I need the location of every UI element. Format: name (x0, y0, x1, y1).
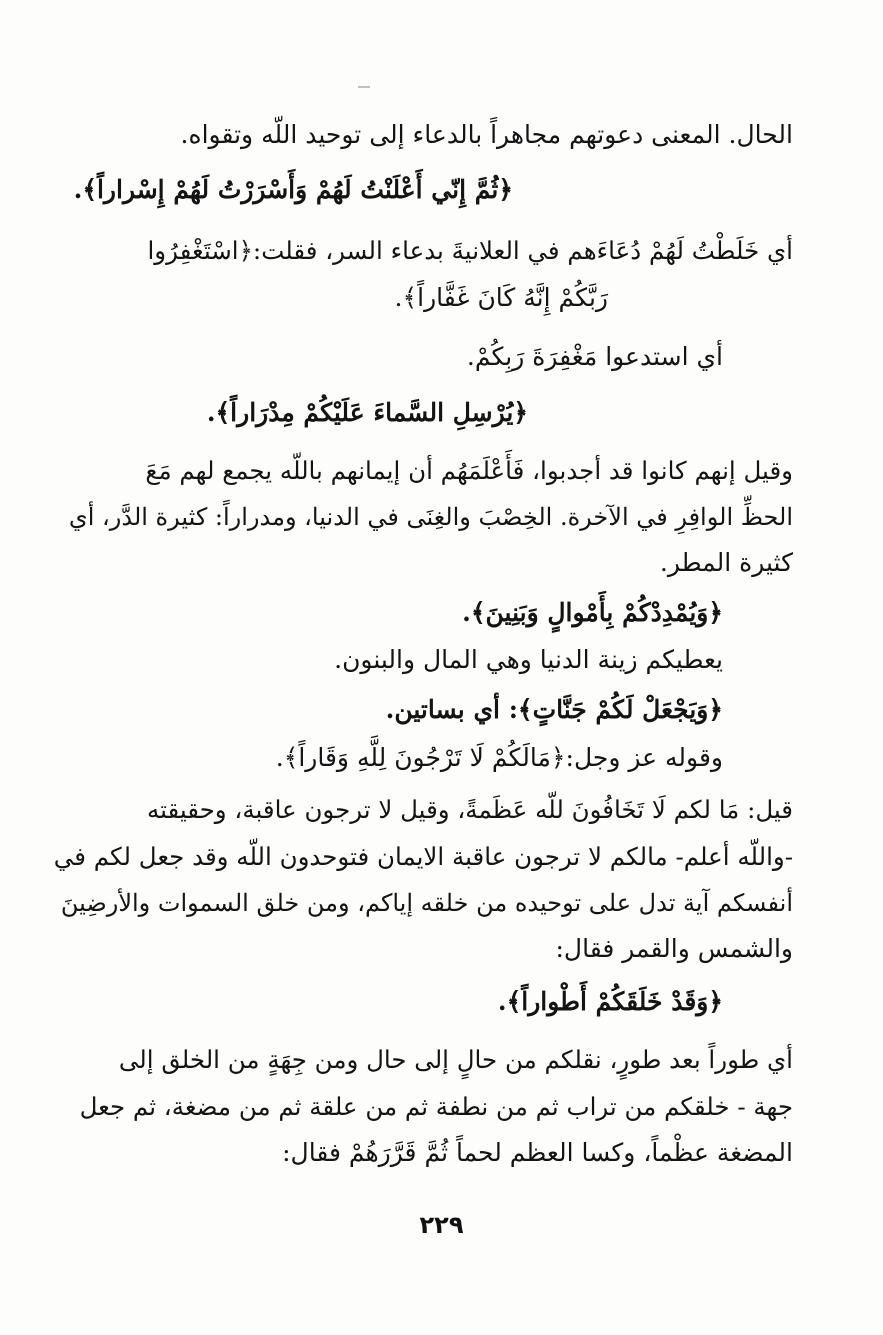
verse-line-1: ﴿ثُمَّ إِنّي أَعْلَنْتُ لَهُمْ وَأَسْرَرْتُ لَهُمْ إِسْراراً﴾. (73, 175, 513, 204)
text-line-2: أي خَلَطْتُ لَهُمْ دُعَاءَهم في العلانيةَ بدعاء السر، فقلت:﴿اسْتَغْفِرُوا (147, 236, 793, 265)
verse-line-2: ﴿يُرْسِلِ السَّماءَ عَلَيْكُمْ مِدْرَاراً﴾. (206, 398, 528, 427)
text-line-4: أي استدعوا مَغْفِرَةَ رَبِكُمْ. (466, 342, 723, 371)
verse-line-5: ﴿وَقَدْ خَلَقَكُمْ أَطْواراً﴾. (497, 987, 723, 1016)
text-line-10: قيل: مَا لكم لَا تَخَافُونَ للّه عَظَمةً، وقيل لا ترجون عاقبة، وحقيقته (146, 795, 793, 824)
text-line-13: والشمس والقمر فقال: (555, 934, 793, 963)
text-line-5: وقيل إنهم كانوا قد أجدبوا، فَأَعْلَمَهُم أن إيمانهم باللّه يجمع لهم مَعَ (145, 456, 793, 485)
text-line-7: كثيرة المطر. (659, 548, 793, 577)
text-line-8: يعطيكم زينة الدنيا وهي المال والبنون. (334, 645, 723, 674)
scan-mark (358, 86, 370, 88)
text-line-16: المضغة عظْماً، وكسا العظم لحماً ثُمَّ قَرَّرَهُمْ فقال: (282, 1138, 793, 1167)
text-line-6: الحظِّ الوافِرِ في الآخرة. الخِصْبَ والغِنَى في الدنيا، ومدراراً: كثيرة الدَّر، أي (68, 503, 793, 531)
page-number: ٢٢٩ (419, 1211, 464, 1239)
text-line-9: وقوله عز وجل:﴿مَالَكُمْ لَا تَرْجُونَ لِلَّهِ وَقَاراً﴾. (275, 743, 723, 772)
verse-line-4: ﴿وَيَجْعَلْ لَكُمْ جَنَّاتٍ﴾: أي بساتين. (385, 695, 723, 724)
text-line-1: الحال. المعنى دعوتهم مجاهراً بالدعاء إلى توحيد اللّه وتقواه. (180, 120, 793, 149)
text-line-15: جهة - خلقكم من تراب ثم من نطفة ثم من علقة ثم من مضغة، ثم جعل (79, 1092, 793, 1121)
text-line-12: أنفسكم آية تدل على توحيده من خلقه إياكم، ومن خلق السموات والأرضِينَ (60, 889, 793, 917)
text-line-14: أي طوراً بعد طورٍ، نقلكم من حالٍ إلى حال ومن جِهَةٍ من الخلق إلى (118, 1045, 793, 1074)
text-line-3: رَبَّكُمْ إِنَّهُ كَانَ غَفَّاراً﴾. (394, 283, 608, 312)
text-line-11: -واللّه أعلم- مالكم لا ترجون عاقبة الايمان فتوحدون اللّه وقد جعل لكم في (53, 842, 793, 871)
verse-line-3: ﴿وَيُمْدِدْكُمْ بِأَمْوالٍ وَبَنِينَ﴾. (462, 598, 723, 627)
